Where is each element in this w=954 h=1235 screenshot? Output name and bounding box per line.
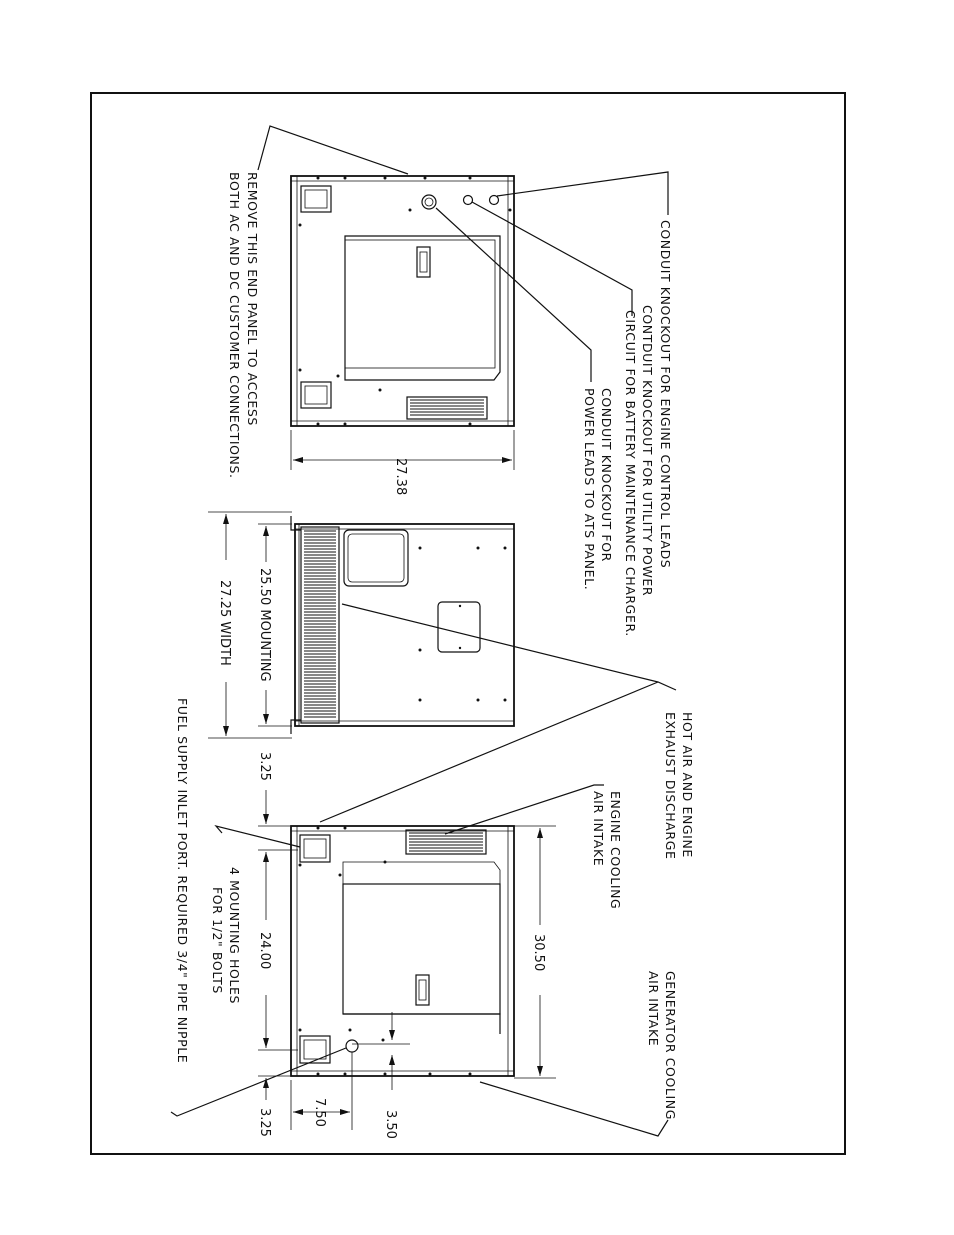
dim-27-38: 27.38: [393, 458, 408, 496]
dim-3-50: 3.50: [383, 1110, 398, 1139]
label-conduit-utility-line1: CONTDUIT KNOCKOUT FOR UTILITY POWER: [640, 305, 655, 597]
label-fuel-supply: FUEL SUPPLY INLET PORT. REQUIRED 3/4" PIPE NIPPLE: [175, 698, 190, 1064]
label-mounting-holes-line2: FOR 1/2" BOLTS: [210, 887, 225, 994]
label-conduit-power-line1: CONDUIT KNOCKOUT FOR: [599, 388, 614, 562]
dim-3-25-bottom: 3.25: [257, 1108, 272, 1137]
label-hot-air-line1: HOT AIR AND ENGINE: [680, 712, 695, 858]
dim-30-50: 30.50: [531, 934, 546, 972]
label-conduit-utility-line2: CIRCUIT FOR BATTERY MAINTENANCE CHARGER.: [623, 310, 638, 637]
middle-enclosure-view: [291, 516, 514, 734]
bottom-enclosure-view: [291, 826, 514, 1076]
label-engine-cooling-line1: ENGINE COOLING: [608, 791, 623, 910]
dim-7-50: 7.50: [312, 1098, 327, 1127]
label-remove-panel-line2: BOTH AC AND DC CUSTOMER CONNECTIONS.: [227, 172, 242, 479]
callout-labels: [175, 172, 695, 1120]
dim-3-25-top: 3.25: [257, 752, 272, 781]
label-generator-cooling-line2: AIR INTAKE: [646, 971, 661, 1047]
label-conduit-power-line2: POWER LEADS TO ATS PANEL.: [582, 388, 597, 591]
label-engine-cooling-line2: AIR INTAKE: [591, 791, 606, 867]
dim-25-50-mounting: 25.50 MOUNTING: [257, 568, 272, 682]
label-generator-cooling-line1: GENERATOR COOLING: [663, 971, 678, 1121]
label-conduit-engine: CONDUIT KNOCKOUT FOR ENGINE CONTROL LEADS: [658, 220, 673, 569]
dim-24-00: 24.00: [257, 932, 272, 970]
top-enclosure-view: [291, 176, 514, 426]
label-mounting-holes-line1: 4 MOUNTING HOLES: [227, 867, 242, 1005]
label-remove-panel-line1: REMOVE THIS END PANEL TO ACCESS: [245, 172, 260, 426]
label-hot-air-line2: EXHAUST DISCHARGE: [663, 712, 678, 860]
dim-27-25-width: 27.25 WIDTH: [217, 580, 232, 666]
